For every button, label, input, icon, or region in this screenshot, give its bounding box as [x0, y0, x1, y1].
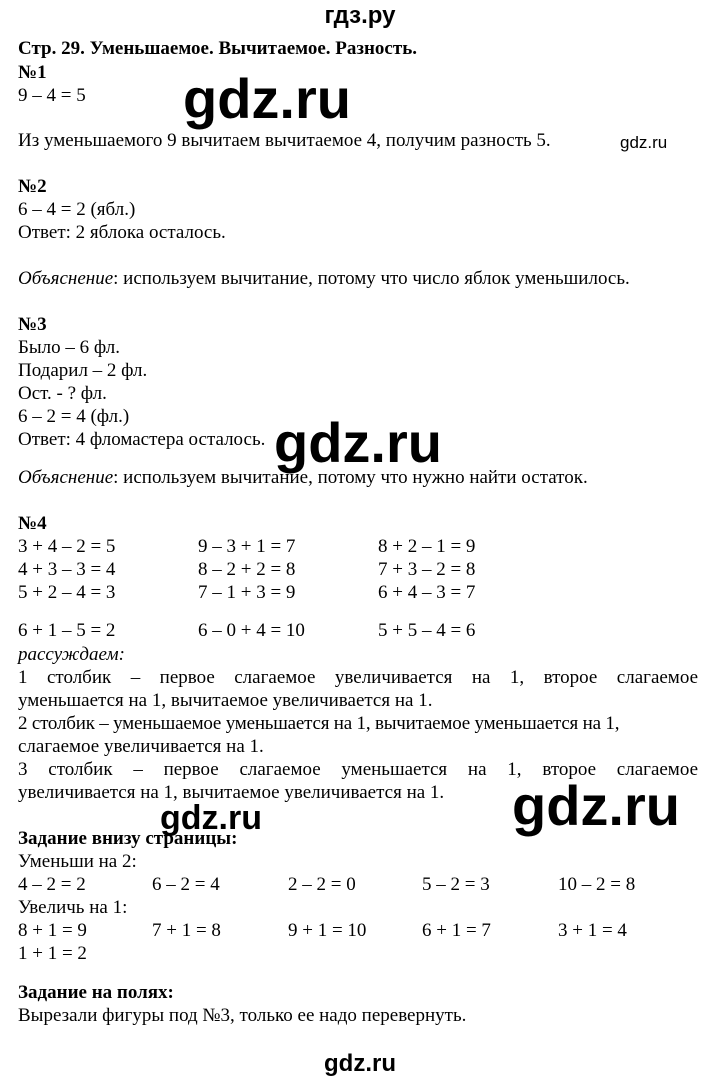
task4-cell: 7 – 1 + 3 = 9 — [198, 582, 296, 603]
reason-line: слагаемое увеличивается на 1. — [18, 736, 264, 757]
task3-line: Было – 6 фл. — [18, 337, 120, 358]
explanation-text: : используем вычитание, потому что число яблок уменьшилось. — [113, 268, 630, 289]
margin-task-text: Вырезали фигуры под №3, только ее надо перевернуть. — [18, 1005, 467, 1026]
reason-line: 2 столбик – уменьшаемое уменьшается на 1, вычитаемое уменьшается на 1, — [18, 713, 620, 734]
margin-task-heading: Задание на полях: — [18, 982, 174, 1003]
explanation-label: Объяснение — [18, 268, 114, 289]
task1-equation: 9 – 4 = 5 — [18, 85, 86, 106]
watermark-2: gdz.ru — [274, 411, 442, 474]
page-title: Стр. 29. Уменьшаемое. Вычитаемое. Разность. — [18, 38, 417, 59]
increase-label: Увеличь на 1: — [18, 897, 128, 918]
bottom-task-heading: Задание внизу страницы: — [18, 828, 238, 849]
task4-cell: 9 – 3 + 1 = 7 — [198, 536, 296, 557]
increase-item: 6 + 1 = 7 — [422, 920, 491, 941]
task4-cell: 5 + 2 – 4 = 3 — [18, 582, 116, 603]
task4-heading: №4 — [18, 513, 47, 534]
task4-cell: 6 + 4 – 3 = 7 — [378, 582, 476, 603]
task2-equation: 6 – 4 = 2 (ябл.) — [18, 199, 136, 220]
reason-line: уменьшается на 1, вычитаемое увеличивается на 1. — [18, 690, 433, 711]
site-header: гдз.ру — [324, 2, 396, 29]
watermark-3: gdz.ru — [512, 774, 680, 837]
task2-answer: Ответ: 2 яблока осталось. — [18, 222, 226, 243]
task4-cell: 5 + 5 – 4 = 6 — [378, 620, 476, 641]
decrease-item: 6 – 2 = 4 — [152, 874, 220, 895]
reason-line: 3 столбик – первое слагаемое уменьшается на 1, второе слагаемое — [18, 759, 698, 780]
decrease-item: 10 – 2 = 8 — [558, 874, 636, 895]
task3-line: Ответ: 4 фломастера осталось. — [18, 429, 266, 450]
decrease-item: 5 – 2 = 3 — [422, 874, 490, 895]
task3-line: 6 – 2 = 4 (фл.) — [18, 406, 130, 427]
reason-line: увеличивается на 1, вычитаемое увеличивается на 1. — [18, 782, 445, 803]
increase-item: 7 + 1 = 8 — [152, 920, 221, 941]
reason-label: рассуждаем: — [18, 644, 125, 665]
task4-cell: 6 + 1 – 5 = 2 — [18, 620, 116, 641]
task3-line: Ост. - ? фл. — [18, 383, 107, 404]
task4-cell: 8 – 2 + 2 = 8 — [198, 559, 296, 580]
task1-heading: №1 — [18, 62, 47, 83]
site-footer: gdz.ru — [324, 1050, 396, 1077]
increase-item: 3 + 1 = 4 — [558, 920, 627, 941]
task3-explanation — [18, 467, 588, 489]
task4-cell: 4 + 3 – 3 = 4 — [18, 559, 116, 580]
task1-text: Из уменьшаемого 9 вычитаем вычитаемое 4, получим разность 5. — [18, 130, 551, 151]
decrease-item: 4 – 2 = 2 — [18, 874, 86, 895]
decrease-item: 2 – 2 = 0 — [288, 874, 356, 895]
increase-item: 1 + 1 = 2 — [18, 943, 87, 964]
task2-explanation — [18, 268, 630, 290]
task3-line: Подарил – 2 фл. — [18, 360, 148, 381]
task3-heading: №3 — [18, 314, 47, 335]
decrease-label: Уменьши на 2: — [18, 851, 137, 872]
watermark-1: gdz.ru — [183, 67, 351, 130]
task4-cell: 7 + 3 – 2 = 8 — [378, 559, 476, 580]
increase-item: 9 + 1 = 10 — [288, 920, 367, 941]
task2-heading: №2 — [18, 176, 47, 197]
explanation-label: Объяснение — [18, 467, 114, 488]
task4-cell: 8 + 2 – 1 = 9 — [378, 536, 476, 557]
watermark-4: gdz.ru — [160, 799, 262, 837]
watermark-small-1: gdz.ru — [620, 133, 668, 152]
increase-item: 8 + 1 = 9 — [18, 920, 87, 941]
task4-cell: 3 + 4 – 2 = 5 — [18, 536, 116, 557]
explanation-text: : используем вычитание, потому что нужно найти остаток. — [113, 467, 588, 488]
reason-line: 1 столбик – первое слагаемое увеличивается на 1, второе слагаемое — [18, 667, 698, 688]
task4-cell: 6 – 0 + 4 = 10 — [198, 620, 305, 641]
